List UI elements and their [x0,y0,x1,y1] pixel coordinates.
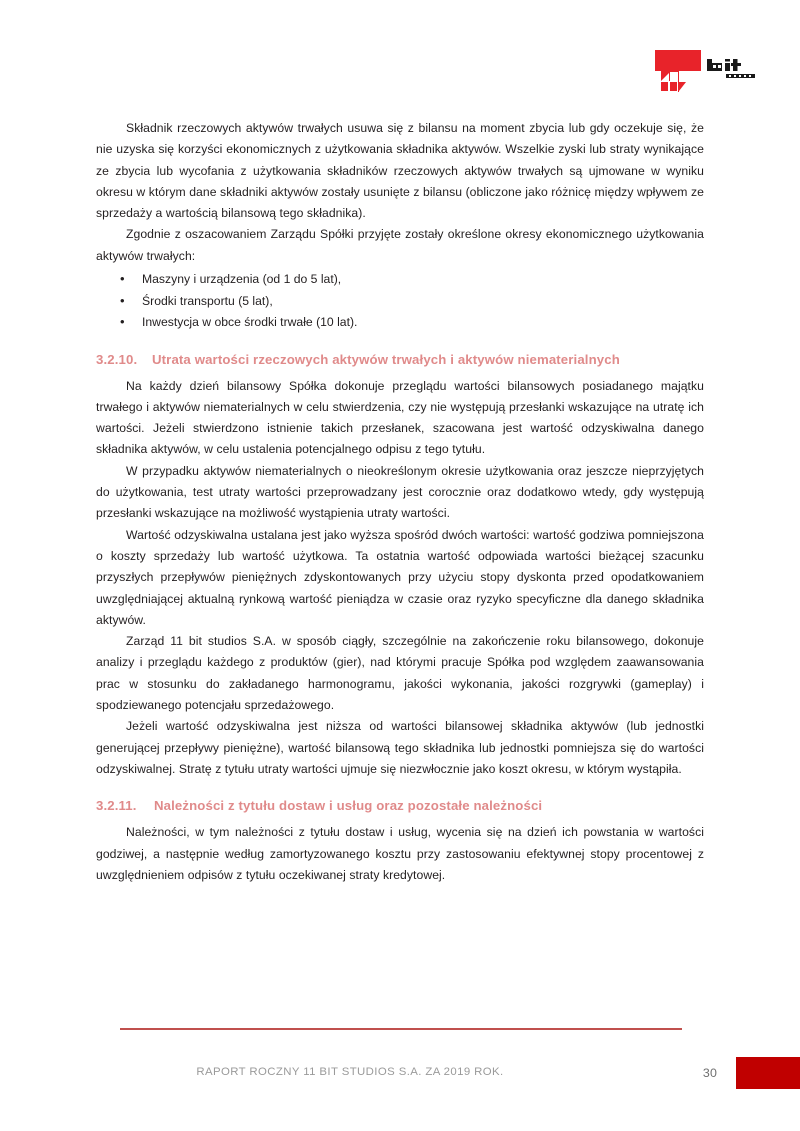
paragraph-8: Należności, w tym należności z tytułu dostaw i usług, wycenia się na dzień ich powstania w wartości godziwej, a następnie według zamortyzowanego kosztu przy zastosowaniu efektywnej stopy procentowej z uwzględnieniem odpisów z tytułu oczekiwanej straty kredytowej. [96,825,704,882]
page-content [96,118,704,886]
footer-divider [120,1028,682,1030]
paragraph-7: Jeżeli wartość odzyskiwalna jest niższa od wartości bilansowej składnika aktywów (lub jednostki generującej przepływy pieniężne), wartość bilansową tego składnika lub jednostki pomniejsza się do wartości odzyskiwalnej. Stratę z tytułu utraty wartości ujmuje się niezwłocznie jako koszt okresu, w którym wystąpiła. [96,719,704,776]
list-item: • Inwestycja w obce środki trwałe (10 lat). [96,312,704,334]
heading-3-2-10 [96,350,704,370]
company-logo [655,50,755,98]
heading-number: 3.2.11. [96,798,137,814]
paragraph-6: Zarząd 11 bit studios S.A. w sposób ciągły, szczególnie na zakończenie roku bilansowego, dokonuje analizy i przeglądu każdego z produktów (gier), nad którymi pracuje Spółka pod względem zaawansowania prac w stosunku do zakładanego harmonogramu, jakości wykonania, jakości rozgrywki (gameplay) i spodziewanego potencjału sprzedażowego. [96,634,704,713]
list-item: • Maszyny i urządzenia (od 1 do 5 lat), [96,269,704,291]
footer-accent-block [736,1057,800,1089]
useful-life-list [96,269,704,334]
logo-wordmark [707,54,755,90]
paragraph-3: Na każdy dzień bilansowy Spółka dokonuje przeglądu wartości bilansowych posiadanego majątku trwałego i aktywów niematerialnych w celu stwierdzenia, czy nie występują przesłanki wskazujące na utratę ich wartości. Jeżeli stwierdzono istnienie takich przesłanek, szacowana jest wartość odzyskiwalna danego składnika aktywów, w celu ustalenia potencjalnego odpisu z tego tytułu. [96,378,704,457]
paragraph-1: Składnik rzeczowych aktywów trwałych usuwa się z bilansu na moment zbycia lub gdy oczekuje się, że nie uzyska się korzyści ekonomicznych z użytkowania składnika aktywów. Wszelkie zyski lub straty wynikające ze zbycia lub wycofania z użytkowania składników rzeczowych aktywów trwałych są ujmowane w wyniku okresu w którym dane składniki aktywów zostały usunięte z bilansu (obliczone jako różnicę między wpływem ze sprzedaży a wartością bilansową tego składnika). [96,121,704,221]
paragraph-5: Wartość odzyskiwalna ustalana jest jako wyższa spośród dwóch wartości: wartość godziwa pomniejszona o koszty sprzedaży lub wartość użytkowa. Ta ostatnia wartość odpowiada wartości bieżącej szacunku przyszłych przepływów pieniężnych zdyskontowanych przy użyciu stopy dyskonta przed opodatkowaniem uwzględniającej aktualną rynkową wartość pieniądza w czasie oraz ryzyko specyficzne dla danego składnika aktywów. [96,527,704,627]
paragraph-2: Zgodnie z oszacowaniem Zarządu Spółki przyjęte zostały określone okresy ekonomicznego użytkowania aktywów trwałych: [96,227,704,263]
page-number: 30 [702,1066,718,1080]
heading-3-2-11 [96,796,704,816]
heading-title: Utrata wartości rzeczowych aktywów trwałych i aktywów niematerialnych [152,351,620,367]
11-bit-studios-mark-icon [655,50,701,92]
footer-caption-text: RAPORT ROCZNY 11 BIT STUDIOS S.A. ZA 2019 ROK. [196,1066,504,1078]
heading-number: 3.2.10. [96,351,138,367]
heading-title: Należności z tytułu dostaw i usług oraz pozostałe należności [154,798,543,814]
footer-caption [0,1066,800,1078]
paragraph-4: W przypadku aktywów niematerialnych o nieokreślonym okresie użytkowania oraz jeszcze nieprzyjętych do użytkowania, test utraty wartości przeprowadzany jest corocznie oraz dodatkowo wtedy, gdy występują przesłanki wskazujące na możliwość wystąpienia utraty wartości. [96,463,704,521]
list-item: • Środki transportu (5 lat), [96,291,704,313]
